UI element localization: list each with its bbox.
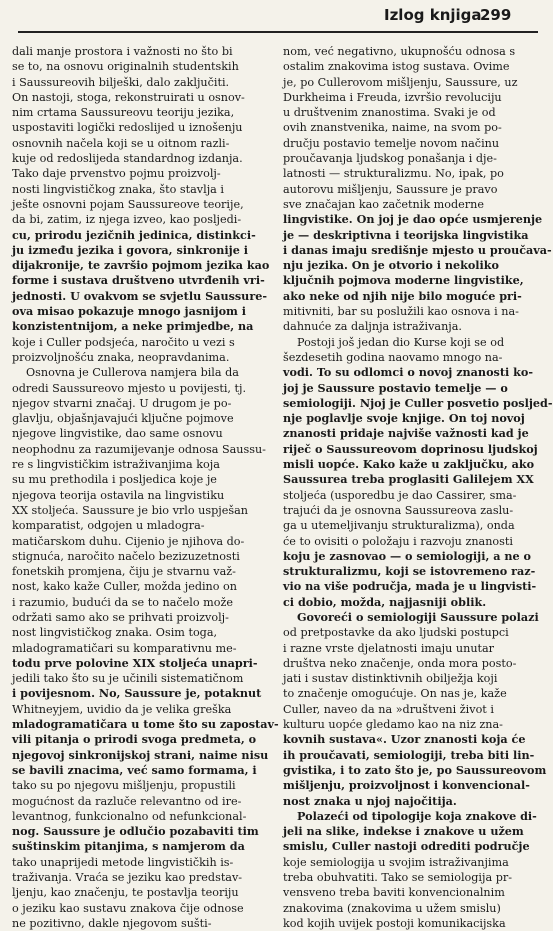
text-line: misli uopće. Kako kaže u zaključku, ako	[283, 457, 535, 472]
text-line: da bi, zatim, iz njega izveo, kao posljedi-	[12, 213, 242, 227]
text-line: neophodnu za razumijevanje odnosa Saussu-	[12, 442, 266, 456]
text-line: ga u utemeljivanju strukturalizma), onda	[283, 519, 515, 533]
text-line: jati i sustav distinktivnih obilježja koji	[283, 672, 498, 686]
text-line: koju je zasnovao — o semiologiji, a ne o	[283, 548, 531, 563]
text-line: Osnovna je Cullerova namjera bila da	[26, 366, 239, 380]
text-line: vensveno treba baviti konvencionalnim	[283, 886, 505, 900]
text-line: je, po Cullerovom mišljenju, Saussure, uz	[283, 75, 518, 89]
text-line: znakovima (znakovima u užem smislu)	[283, 901, 501, 915]
text-line: to značenje omogućuje. On nas je, kaže	[283, 687, 507, 701]
text-line: treba obuhvatiti. Tako se semiologija pr-	[283, 871, 512, 885]
text-line: ako neke od njih nije bilo moguće pri-	[283, 288, 522, 303]
text-line: šezdesetih godina naovamo mnogo na-	[283, 350, 503, 364]
text-line: todu prve polovine XIX stoljeća unapri-	[12, 655, 258, 670]
text-line: vodi. To su odlomci o novoj znanosti ko-	[283, 365, 533, 380]
text-line: kuje od redoslijeda standardnog izdanja.	[12, 152, 243, 166]
page-number: 299	[480, 6, 512, 24]
text-line: Tako daje prvenstvo pojmu proizvolj-	[12, 167, 221, 181]
text-line: i razumio, budući da se to načelo može	[12, 595, 234, 609]
text-line: nog. Saussure je odlučio pozabaviti tim	[12, 824, 259, 839]
text-line: u društvenim znanostima. Svaki je od	[283, 106, 496, 120]
text-line: nim crtama Saussureovu teoriju jezika,	[12, 106, 235, 120]
text-line: ješte osnovni pojam Saussureove teorije,	[12, 197, 244, 211]
text-line: društva neko značenje, onda mora posto-	[283, 656, 517, 670]
text-line: nom, već negativno, ukupnošću odnosa s	[283, 45, 516, 58]
left-text-column	[12, 44, 282, 930]
text-line: forme i sustava društveno utvrđenih vri-	[12, 273, 265, 288]
text-line: mladogramatičari su komparativnu me-	[12, 641, 237, 655]
text-line: će to ovisiti o položaju i razvoju znanosti	[283, 534, 513, 548]
text-line: levantnog, funkcionalno od nefunkcional-	[12, 809, 247, 823]
text-line: nju jezika. On je otvorio i nekoliko	[283, 258, 500, 273]
text-line: sve značajan kao začetnik moderne	[283, 197, 484, 211]
text-line: riječ o Saussureovom doprinosu ljudskoj	[283, 441, 538, 456]
text-line: ovih znanstvenika, naime, na svom po-	[283, 121, 502, 135]
text-line: koje semiologija u svojim istraživanjima	[283, 855, 509, 869]
text-line: nosti lingvističkog znaka, što stavlja i	[12, 182, 224, 196]
text-line: njegovoj sinkronijskoj strani, naime nisu	[12, 747, 269, 762]
text-line: kod kojih uvijek postoji komunikacijska	[283, 916, 506, 930]
text-line: kovnih sustava«. Uzor znanosti koja će	[283, 732, 526, 747]
text-line: koje i Culler podsjeća, naročito u vezi s	[12, 335, 235, 349]
text-line: stignuća, naročito načelo bezizuzetnosti	[12, 549, 240, 563]
text-line: se to, na osnovu originalnih studentskih	[12, 60, 239, 74]
text-line: nje poglavlje svoje knjige. On toj novoj	[283, 411, 525, 426]
text-line: osnovnih načela koji se u oitnom razli-	[12, 136, 230, 150]
text-line: Culler, naveo da na »društveni život i	[283, 702, 494, 716]
text-line: Govoreći o semiologiji Saussure polazi	[297, 609, 539, 624]
text-line: konzistentnijom, a neke primjedbe, na	[12, 319, 254, 334]
running-title: Izlog knjiga	[384, 6, 482, 24]
text-line: XX stoljeća. Saussure je bio vrlo uspješan	[12, 503, 248, 517]
text-line: dali manje prostora i važnosti no što bi	[12, 45, 233, 58]
text-line: jedili tako što su je učinili sistematičnom	[12, 672, 244, 686]
text-line: gvistika, i to zato što je, po Saussureovom	[283, 762, 547, 777]
text-line: proučavanja ljudskog ponašanja i dje-	[283, 152, 497, 166]
text-line: lingvistike. On joj je dao opće usmjerenje	[283, 212, 543, 227]
text-line: dijakronije, te završio pojmom jezika kao	[12, 258, 270, 273]
text-line: je — deskriptivna i teorijska lingvistika	[283, 227, 529, 242]
text-line: joj je Saussure postavio temelje — o	[283, 380, 508, 395]
text-line: vili pitanja o prirodi svoga predmeta, o	[12, 732, 257, 747]
text-line: Saussurea treba proglasiti Galilejem XX	[283, 472, 534, 487]
text-line: ne pozitivno, dakle njegovom sušti-	[12, 916, 212, 930]
text-line: ci dobio, možda, najjasniji oblik.	[283, 594, 487, 609]
text-line: fonetskih promjena, čiju je stvarnu važ-	[12, 565, 236, 579]
text-line: Polazeći od tipologije koja znakove di-	[297, 808, 537, 823]
text-line: ju između jezika i govora, sinkronije i	[12, 242, 248, 257]
text-line: komparatist, odgojen u mladogra-	[12, 519, 205, 533]
text-line: i Saussureovih bilješki, dalo zaključiti.	[12, 75, 230, 89]
text-line: uspostaviti logički redoslijed u iznošenju	[12, 121, 243, 135]
text-line: i razne vrste djelatnosti imaju unutar	[283, 641, 495, 655]
text-line: smislu, Culler nastoji odrediti područje	[283, 839, 530, 854]
text-line: njegove lingvistike, dao same osnovu	[12, 427, 223, 441]
text-line: odredi Saussureovo mjesto u povijesti, tj.	[12, 381, 247, 395]
text-line: o jeziku kao sustavu znakova čije odnose	[12, 901, 244, 915]
text-line: stoljeća (usporedbu je dao Cassirer, sma-	[283, 488, 517, 502]
text-line: glavlju, objašnjavajući ključne pojmove	[12, 412, 234, 426]
text-line: jeli na slike, indekse i znakove u užem	[283, 824, 524, 839]
text-line: matičarskom duhu. Cijenio je njihova do-	[12, 534, 245, 548]
text-line: njegova teorija ostavila na lingvistiku	[12, 488, 225, 502]
text-line: mišljenju, proizvoljnost i konvencional-	[283, 778, 530, 793]
text-line: i povijesnom. No, Saussure je, potaknut	[12, 686, 262, 701]
text-line: tako unaprijedi metode lingvističkih is-	[12, 855, 234, 869]
text-line: se bavili znacima, već samo formama, i	[12, 762, 257, 777]
text-line: i danas imaju središnje mjesto u proučava-	[283, 242, 552, 257]
text-line: latnosti — strukturalizmu. No, ipak, po	[283, 167, 504, 181]
text-line: kulturu uopće gledamo kao na niz zna-	[283, 718, 503, 732]
text-line: proizvoljnošću znaka, neopravdanima.	[12, 350, 230, 364]
text-line: tako su po njegovu mišljenju, propustili	[12, 779, 236, 793]
text-line: traživanja. Vraća se jeziku kao predstav-	[12, 871, 243, 885]
text-line: mogućnost da razluče relevantno od ire-	[12, 794, 242, 808]
text-line: Durkheima i Freuda, izvršio revoluciju	[283, 90, 502, 104]
header-rule	[18, 31, 538, 33]
text-line: njegov stvarni značaj. U drugom je po-	[12, 396, 232, 410]
text-line: mladogramatičara u tome što su zapostav-	[12, 717, 279, 732]
text-line: Postoji još jedan dio Kurse koji se od	[297, 335, 505, 349]
text-line: su mu prethodila i posljedica koje je	[12, 473, 217, 487]
text-line: nost znaka u njoj najočitija.	[283, 793, 457, 808]
text-line: mitivniti, bar su poslužili kao osnova i na-	[283, 305, 519, 319]
text-line: ljenju, kao značenju, te postavlja teoriju	[12, 886, 239, 900]
text-line: ova misao pokazuje mnogo jasnijom i	[12, 304, 247, 319]
text-line: trajući da je osnovna Saussureova zaslu-	[283, 503, 514, 517]
text-line: cu, prirodu jezičnih jedinica, distinkci-	[12, 227, 256, 242]
text-line: Whitneyjem, uvidio da je velika greška	[12, 702, 232, 716]
text-line: autorovu mišljenju, Saussure je pravo	[283, 182, 498, 196]
text-line: vio na više područja, mada je u lingvisti-	[283, 579, 537, 594]
text-line: jednosti. U ovakvom se svjetlu Saussure-	[12, 288, 267, 303]
text-line: ostalim znakovima istog sustava. Ovime	[283, 60, 510, 74]
text-line: od pretpostavke da ako ljudski postupci	[283, 626, 509, 640]
text-line: nost lingvističkog znaka. Osim toga,	[12, 626, 218, 640]
text-line: semiologiji. Njoj je Culler posvetio posljed-	[283, 395, 553, 410]
text-line: suštinskim pitanjima, s namjerom da	[12, 839, 245, 854]
right-text-column	[283, 44, 553, 930]
text-line: dručju postavio temelje novom načinu	[283, 136, 500, 150]
text-line: nost, kako kaže Culler, možda jedino on	[12, 580, 237, 594]
text-line: dahnuće za daljnja istraživanja.	[283, 320, 462, 334]
text-line: re s lingvističkim istraživanjima koja	[12, 458, 220, 472]
text-line: znanosti pridaje najviše važnosti kad je	[283, 426, 529, 441]
text-line: ih proučavati, semiologiji, treba biti lin-	[283, 747, 535, 762]
text-line: strukturalizmu, koji se istovremeno raz-	[283, 564, 536, 579]
text-line: ključnih pojmova moderne lingvistike,	[283, 273, 524, 288]
text-line: održati samo ako se prihvati proizvolj-	[12, 610, 229, 624]
text-line: On nastoji, stoga, rekonstruirati u osnov-	[12, 90, 245, 104]
